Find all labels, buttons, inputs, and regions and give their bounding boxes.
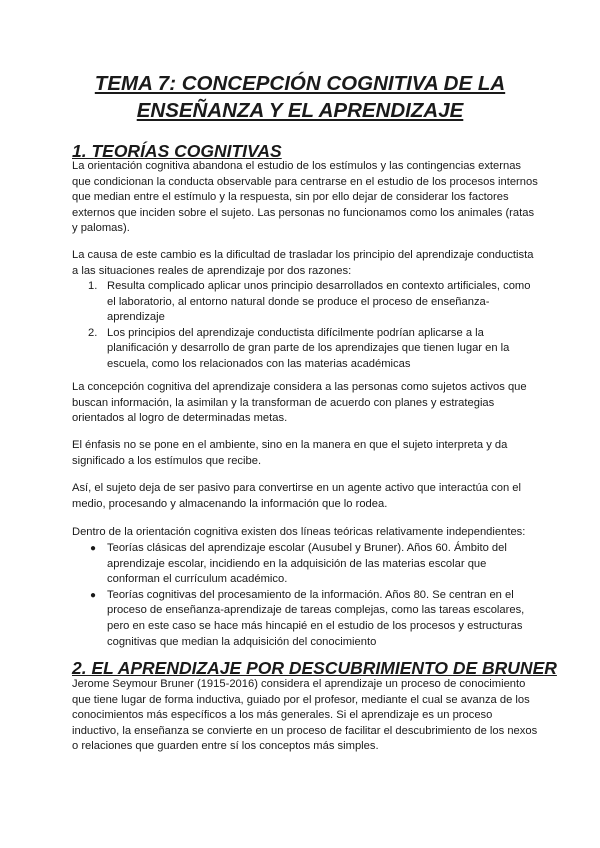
paragraph-bruner: Jerome Seymour Bruner (1915-2016) considera el aprendizaje un proceso de conocimiento que tiene lugar de forma inductiva, guiado por el profesor, mediante el cual se avanza de los conocimientos más específicos a los más generales. Si el aprendizaje es un proceso inductivo, la enseñanza se convierte en un proceso de facilitar el descubrimiento de los nexos o relaciones que guarden entre sí los conceptos más simples. <box>72 678 538 753</box>
paragraph-intro: La orientación cognitiva abandona el estudio de los estímulos y las contingencias externas que condicionan la conducta observable para centrarse en el estudio de los procesos internos que median entre el estímulo y la respuesta, sin por ello dejar de considerar los factores externos que inciden sobre el sujeto. Las personas no funcionamos como los animales (ratas y palomas). <box>72 160 538 235</box>
bullet-icon: ● <box>90 543 97 554</box>
list-item-text: Teorías clásicas del aprendizaje escolar (Ausubel y Bruner). Años 60. Ámbito del aprendizaje escolar, incidiendo en la adquisición de las materias escolar que conforman el currículum académico. <box>107 542 507 586</box>
list-item <box>72 326 540 373</box>
list-item <box>72 541 540 588</box>
paragraph-theoretical-lines: Dentro de la orientación cognitiva existen dos líneas teóricas relativamente independientes: <box>72 526 526 538</box>
paragraph-active-subject: Así, el sujeto deja de ser pasivo para convertirse en un agente activo que interactúa con el medio, procesando y almacenando la información que lo rodea. <box>72 482 522 510</box>
list-item <box>72 588 540 650</box>
paragraph-cause: La causa de este cambio es la dificultad de trasladar los principio del aprendizaje conductista a las situaciones reales de aprendizaje por dos razones: <box>72 249 534 277</box>
paragraph-cognitive-conception: La concepción cognitiva del aprendizaje considera a las personas como sujetos activos que buscan información, la asimilan y la transforman de acuerdo con planes y estrategias orientados al logro de determinadas metas. <box>72 381 527 425</box>
theoretical-lines-list <box>72 541 540 650</box>
list-number: 2. <box>88 326 98 339</box>
page-title: TEMA 7: CONCEPCIÓN COGNITIVA DE LA ENSEÑANZA Y EL APRENDIZAJE <box>94 72 506 122</box>
list-item-text: Los principios del aprendizaje conductista difícilmente podrían aplicarse a la planificación y desarrollo de gran parte de los aprendizajes que tienen lugar en la escuela, como los relacionados con las materias académicas <box>107 326 510 370</box>
list-item <box>72 279 540 326</box>
section-heading-teorias-cognitivas: 1. TEORÍAS COGNITIVAS <box>72 141 282 161</box>
bullet-icon: ● <box>90 589 97 601</box>
paragraph-emphasis: El énfasis no se pone en el ambiente, sino en la manera en que el sujeto interpreta y da significado a los estímulos que recibe. <box>72 439 508 467</box>
list-number: 1. <box>88 280 98 292</box>
list-item-text: Teorías cognitivas del procesamiento de la información. Años 80. Se centran en el proceso de enseñanza-aprendizaje de tareas complejas, como las tareas escolares, pero en este caso se hace más hincapié en el estudio de los procesos y estructuras cognitivas que median la adquisición del conocimiento <box>107 588 525 648</box>
section-heading-bruner: 2. EL APRENDIZAJE POR DESCUBRIMIENTO DE BRUNER <box>72 658 557 678</box>
list-item-text: Resulta complicado aplicar unos principio desarrollados en contexto artificiales, como el laboratorio, al entorno natural donde se produce el proceso de enseñanza-aprendizaje <box>107 280 531 324</box>
reasons-list <box>72 279 540 373</box>
